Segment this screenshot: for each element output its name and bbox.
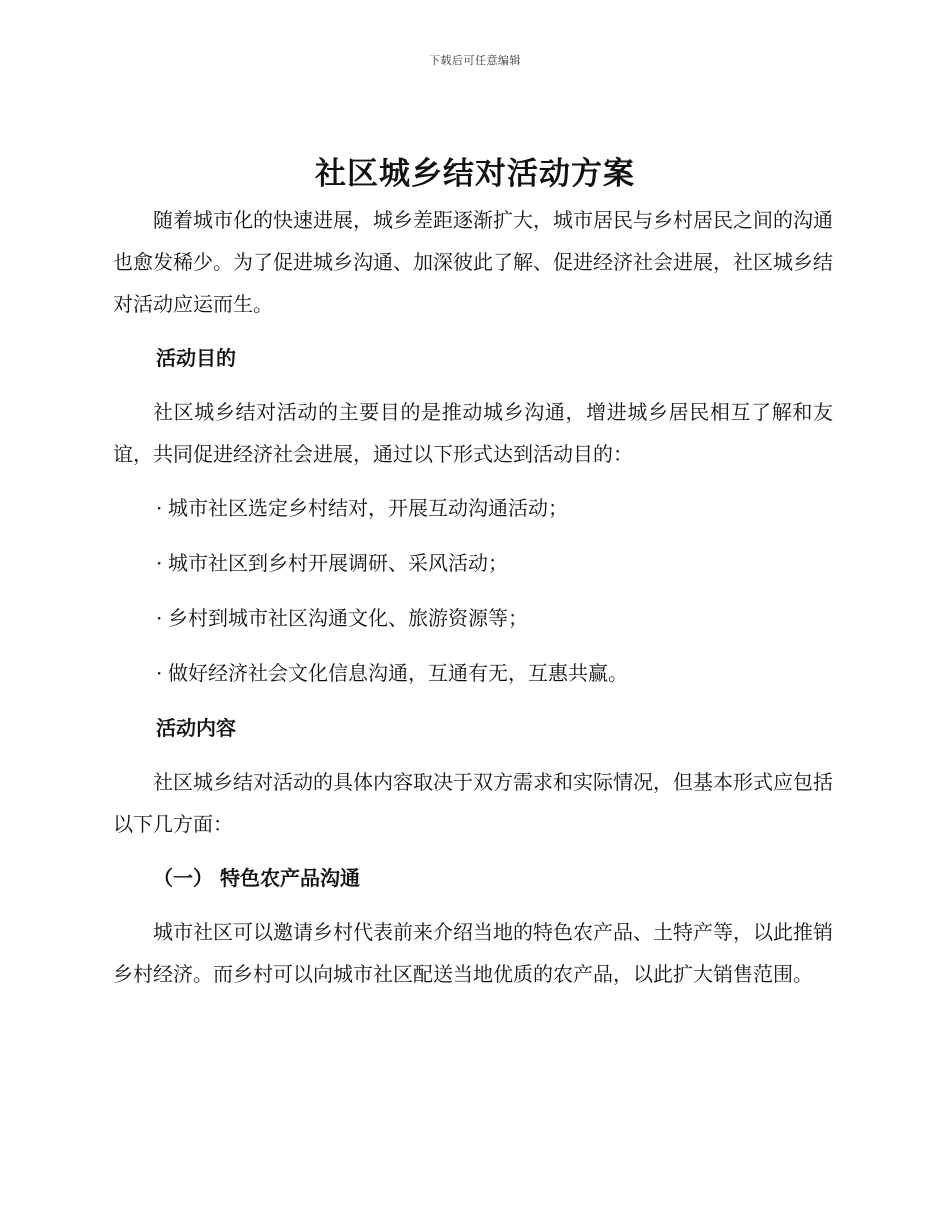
section-heading-content: 活动内容	[156, 716, 236, 740]
bullet-icon: ·	[156, 606, 163, 630]
document-body	[113, 199, 833, 1007]
intro-paragraph: 随着城市化的快速进展，城乡差距逐渐扩大，城市居民与乡村居民之间的沟通也愈发稀少。为了促进城乡沟通、加深彼此了解、促进经济社会进展，社区城乡结对活动应运而生。	[113, 208, 833, 316]
list-item-text: 乡村到城市社区沟通文化、旅游资源等；	[168, 606, 528, 630]
list-item	[113, 487, 833, 529]
bullet-icon: ·	[156, 496, 163, 520]
list-item-text: 城市社区到乡村开展调研、采风活动；	[168, 551, 508, 575]
content-paragraph: 社区城乡结对活动的具体内容取决于双方需求和实际情况，但基本形式应包括以下几方面：	[113, 770, 833, 836]
purpose-bullet-list	[113, 487, 833, 694]
section-heading-purpose: 活动目的	[156, 346, 236, 370]
subsection-heading-agri-products: （一） 特色农产品沟通	[153, 866, 360, 890]
page-header-note: 下载后可任意编辑	[429, 54, 521, 67]
purpose-paragraph: 社区城乡结对活动的主要目的是推动城乡沟通，增进城乡居民相互了解和友谊，共同促进经济社会进展，通过以下形式达到活动目的：	[113, 400, 833, 466]
list-item	[113, 542, 833, 584]
list-item	[113, 652, 833, 694]
bullet-icon: ·	[156, 661, 163, 685]
bullet-icon: ·	[156, 551, 163, 575]
document-title: 社区城乡结对活动方案	[315, 156, 635, 192]
agri-products-paragraph: 城市社区可以邀请乡村代表前来介绍当地的特色农产品、土特产等，以此推销乡村经济。而乡村可以向城市社区配送当地优质的农产品，以此扩大销售范围。	[113, 920, 833, 986]
list-item-text: 城市社区选定乡村结对，开展互动沟通活动；	[168, 496, 568, 520]
list-item-text: 做好经济社会文化信息沟通，互通有无，互惠共赢。	[168, 661, 628, 685]
list-item	[113, 597, 833, 639]
